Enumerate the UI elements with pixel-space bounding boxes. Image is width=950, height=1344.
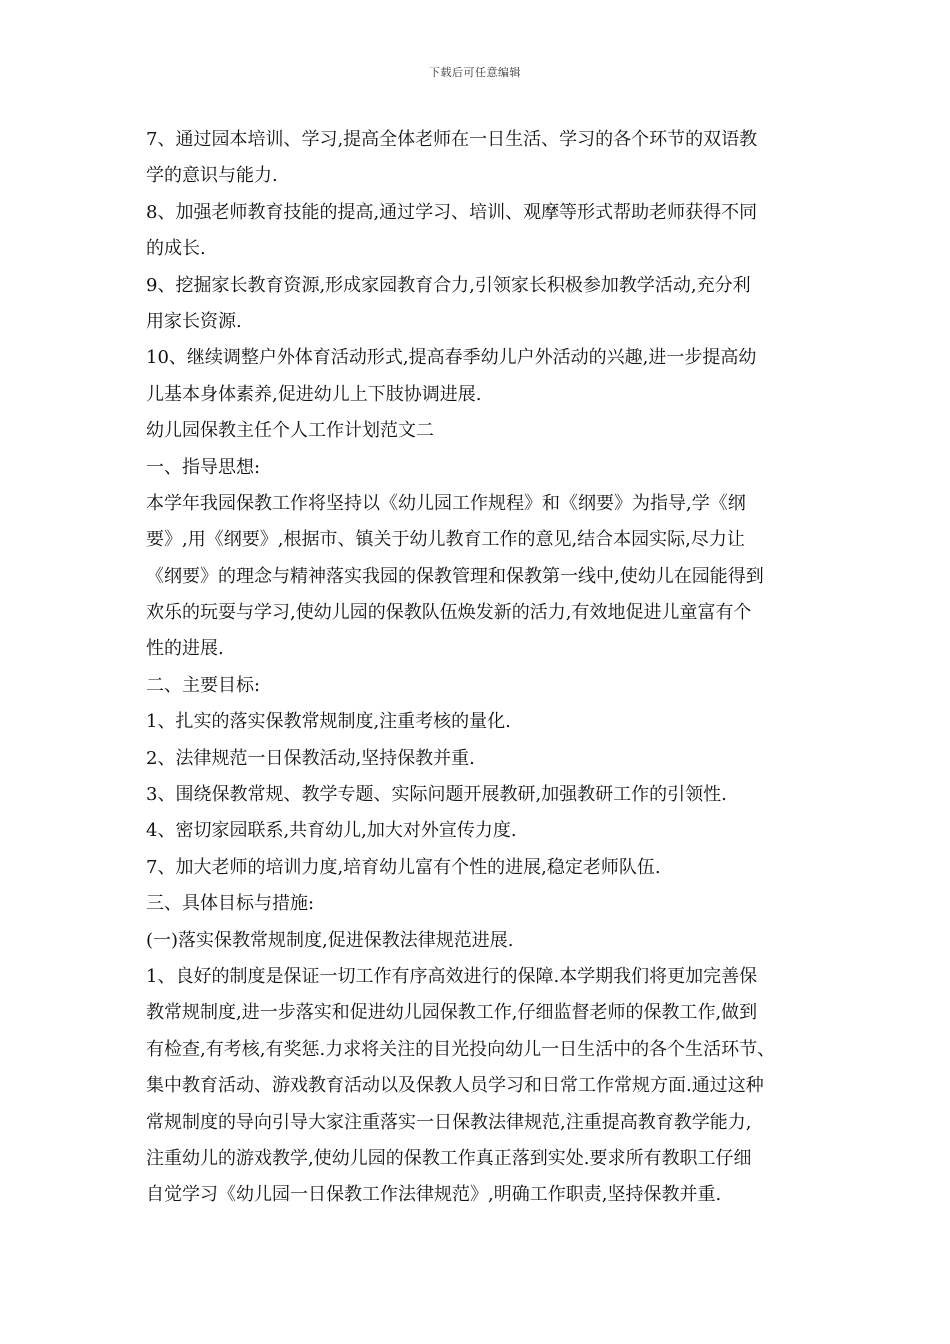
text-line: 的成长. bbox=[146, 238, 206, 260]
text-line: 有检查,有考核,有奖惩.力求将关注的目光投向幼儿一日生活中的各个生活环节、 bbox=[146, 1038, 776, 1060]
text-line: 本学年我园保教工作将坚持以《幼儿园工作规程》和《纲要》为指导,学《纲 bbox=[146, 492, 746, 514]
page-header: 下载后可任意编辑 bbox=[429, 66, 521, 79]
text-line: 10、继续调整户外体育活动形式,提高春季幼儿户外活动的兴趣,进一步提高幼 bbox=[146, 347, 757, 369]
list-item: 2、法律规范一日保教活动,坚持保教并重. bbox=[146, 747, 475, 769]
text-line: 自觉学习《幼儿园一日保教工作法律规范》,明确工作职责,坚持保教并重. bbox=[146, 1184, 722, 1206]
text-line: 1、良好的制度是保证一切工作有序高效进行的保障.本学期我们将更加完善保 bbox=[146, 965, 758, 987]
list-item: 4、密切家园联系,共育幼儿,加大对外宣传力度. bbox=[146, 820, 517, 842]
section-title: 幼儿园保教主任个人工作计划范文二 bbox=[146, 420, 434, 442]
list-item: 7、加大老师的培训力度,培育幼儿富有个性的进展,稳定老师队伍. bbox=[146, 856, 661, 878]
text-line: 教常规制度,进一步落实和促进幼儿园保教工作,仔细监督老师的保教工作,做到 bbox=[146, 1002, 758, 1024]
text-line: 常规制度的导向引导大家注重落实一日保教法律规范,注重提高教育教学能力, bbox=[146, 1111, 752, 1133]
document-body bbox=[146, 122, 826, 1214]
section-heading: 三、具体目标与措施: bbox=[146, 893, 315, 915]
text-line: 性的进展. bbox=[146, 638, 224, 660]
text-line: 儿基本身体素养,促进幼儿上下肢协调进展. bbox=[146, 383, 482, 405]
list-item: 3、围绕保教常规、教学专题、实际问题开展教研,加强教研工作的引领性. bbox=[146, 784, 727, 806]
list-item: 1、扎实的落实保教常规制度,注重考核的量化. bbox=[146, 711, 511, 733]
text-line: 8、加强老师教育技能的提高,通过学习、培训、观摩等形式帮助老师获得不同 bbox=[146, 201, 758, 223]
section-heading: 一、指导思想: bbox=[146, 456, 261, 478]
text-line: 要》,用《纲要》,根据市、镇关于幼儿教育工作的意见,结合本园实际,尽力让 bbox=[146, 529, 745, 551]
text-line: 学的意识与能力. bbox=[146, 165, 278, 187]
section-heading: 二、主要目标: bbox=[146, 674, 261, 696]
text-line: 欢乐的玩耍与学习,使幼儿园的保教队伍焕发新的活力,有效地促进儿童富有个 bbox=[146, 602, 752, 624]
text-line: 注重幼儿的游戏教学,使幼儿园的保教工作真正落到实处.要求所有教职工仔细 bbox=[146, 1147, 752, 1169]
text-line: 用家长资源. bbox=[146, 310, 242, 332]
text-line: 9、挖掘家长教育资源,形成家园教育合力,引领家长积极参加教学活动,充分利 bbox=[146, 274, 751, 296]
text-line: 《纲要》的理念与精神落实我园的保教管理和保教第一线中,使幼儿在园能得到 bbox=[146, 565, 764, 587]
text-line: 7、通过园本培训、学习,提高全体老师在一日生活、学习的各个环节的双语教 bbox=[146, 129, 758, 150]
text-line: 集中教育活动、游戏教育活动以及保教人员学习和日常工作常规方面.通过这种 bbox=[146, 1075, 764, 1097]
subsection-heading: (一)落实保教常规制度,促进保教法律规范进展. bbox=[146, 929, 514, 951]
